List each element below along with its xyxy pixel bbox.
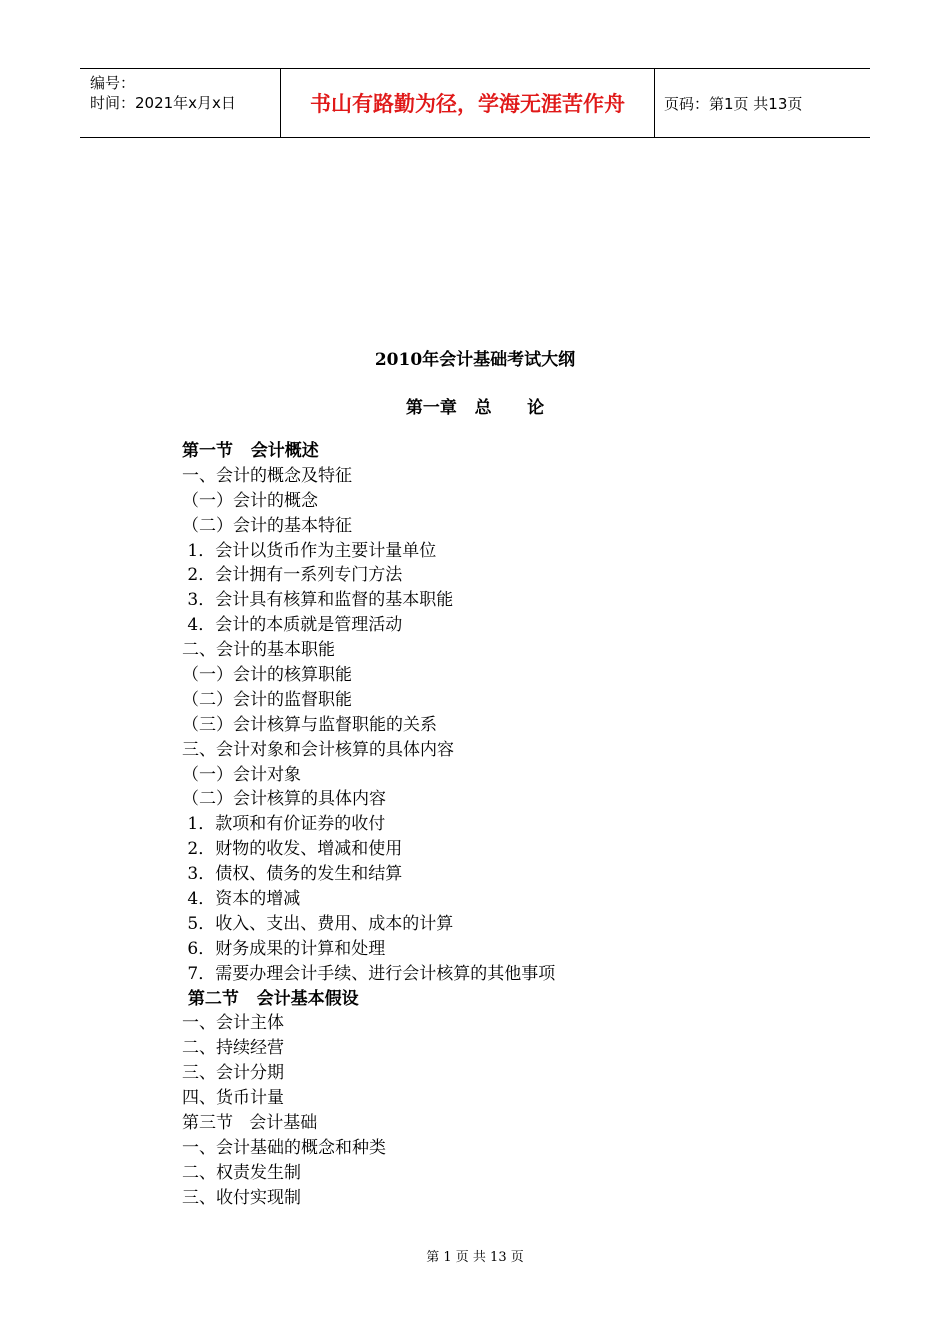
outline-line: 第二节 会计基本假设: [182, 988, 359, 1009]
header-page-info: 页码：第1页 共13页: [664, 94, 803, 113]
outline-line: 5．收入、支出、费用、成本的计算: [182, 913, 454, 934]
outline-line: 四、货币计量: [182, 1088, 284, 1109]
page-footer: 第 1 页 共 13 页: [426, 1250, 524, 1265]
outline-line: 二、持续经营: [182, 1038, 284, 1059]
outline-line: 3．会计具有核算和监督的基本职能: [182, 590, 454, 611]
outline-line: 4．资本的增减: [182, 889, 301, 910]
chapter-heading: 第一章 总 论: [405, 398, 545, 418]
outline-line: 三、会计分期: [182, 1063, 284, 1084]
outline-line: 1．会计以货币作为主要计量单位: [182, 540, 437, 561]
outline-line: （三）会计核算与监督职能的关系: [182, 714, 437, 735]
header-left-cell: [80, 69, 281, 137]
outline-line: 2．财物的收发、增减和使用: [182, 839, 403, 860]
outline-line: （二）会计的监督职能: [182, 689, 352, 710]
outline-line: （一）会计的概念: [182, 490, 318, 511]
outline-line: （一）会计的核算职能: [182, 665, 352, 686]
code-label: 编号：: [90, 74, 136, 92]
outline-line: 1．款项和有价证券的收付: [182, 814, 386, 835]
outline-line: 2．会计拥有一系列专门方法: [182, 565, 403, 586]
outline-content: [182, 439, 555, 1211]
outline-line: 6．财务成果的计算和处理: [182, 938, 386, 959]
outline-line: 三、收付实现制: [182, 1187, 301, 1208]
outline-line: 第一节 会计概述: [182, 441, 319, 461]
outline-line: （二）会计核算的具体内容: [182, 789, 386, 810]
date-label: 时间：2021年x月x日: [90, 94, 236, 112]
outline-line: 三、会计对象和会计核算的具体内容: [182, 739, 454, 760]
outline-line: 一、会计的概念及特征: [182, 465, 352, 486]
outline-line: 二、权责发生制: [182, 1162, 301, 1183]
outline-line: 第三节 会计基础: [182, 1113, 318, 1134]
document-title: 2010年会计基础考试大纲: [374, 350, 576, 370]
outline-line: （二）会计的基本特征: [182, 515, 352, 536]
page-header: [80, 68, 870, 138]
outline-line: （一）会计对象: [182, 764, 301, 785]
outline-line: 一、会计基础的概念和种类: [182, 1137, 386, 1158]
outline-line: 一、会计主体: [182, 1013, 284, 1034]
outline-line: 7．需要办理会计手续、进行会计核算的其他事项: [182, 963, 556, 984]
outline-line: 3．债权、债务的发生和结算: [182, 864, 403, 885]
header-motto: 书山有路勤为径，学海无涯苦作舟: [281, 69, 655, 137]
outline-line: 二、会计的基本职能: [182, 640, 335, 661]
outline-line: 4．会计的本质就是管理活动: [182, 615, 403, 636]
